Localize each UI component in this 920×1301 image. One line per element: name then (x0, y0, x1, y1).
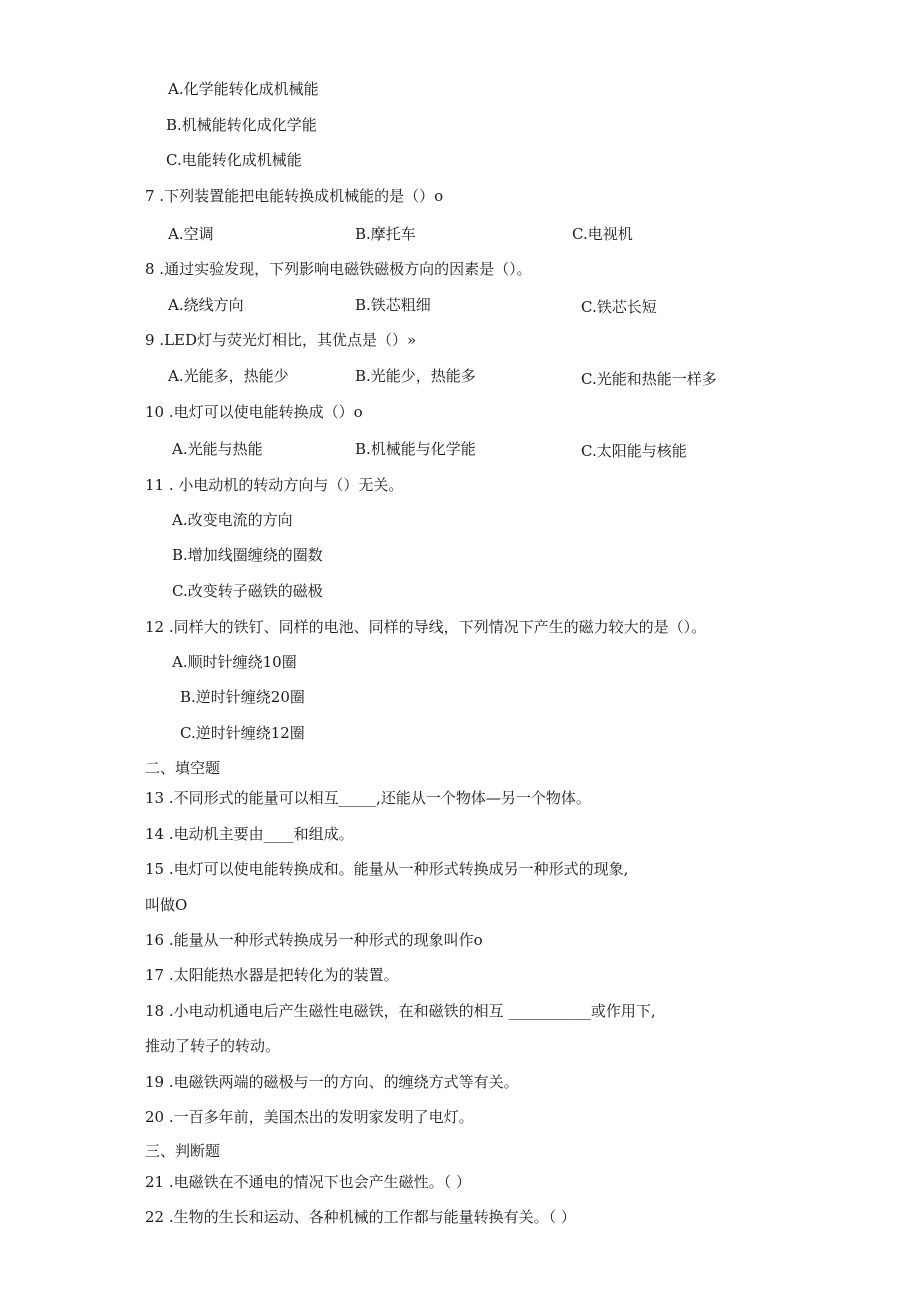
question-20: 20 .一百多年前，美国杰出的发明家发明了电灯。 (145, 1108, 474, 1126)
question-10: 10 .电灯可以使电能转换成（）o (145, 403, 363, 421)
question-19: 19 .电磁铁两端的磁极与一的方向、的缠绕方式等有关。 (145, 1073, 519, 1091)
section-heading-judgement: 三、判断题 (145, 1142, 221, 1160)
option-line: C.太阳能与核能 (581, 442, 687, 460)
option-line: B.铁芯粗细 (355, 296, 431, 314)
option-line: A.化学能转化成机械能 (168, 80, 319, 98)
option-line: A.绕线方向 (168, 296, 244, 314)
question-15-cont: 叫做O (145, 896, 188, 914)
option-line: B.机械能与化学能 (355, 440, 476, 458)
section-heading-fill-in: 二、填空题 (145, 759, 221, 777)
option-line: A.改变电流的方向 (172, 511, 293, 529)
option-line: B.增加线圈缠绕的圈数 (172, 546, 323, 564)
option-line: A.光能多，热能少 (168, 367, 289, 385)
question-22: 22 .生物的生长和运动、各种机械的工作都与能量转换有关。（ ） (145, 1208, 576, 1226)
option-line: B.逆时针缠绕20圈 (180, 688, 305, 706)
option-line: A.顺时针缠绕10圈 (172, 653, 297, 671)
question-17: 17 .太阳能热水器是把转化为的装置。 (145, 966, 399, 984)
option-line: A.光能与热能 (172, 440, 263, 458)
option-line: B.机械能转化成化学能 (166, 116, 317, 134)
question-21: 21 .电磁铁在不通电的情况下也会产生磁性。（ ） (145, 1173, 471, 1191)
option-line: C.铁芯长短 (581, 298, 657, 316)
question-15: 15 .电灯可以使电能转换成和。能量从一种形式转换成另一种形式的现象, (145, 860, 629, 878)
option-line: C.电能转化成机械能 (166, 151, 302, 169)
option-line: C.改变转子磁铁的磁极 (172, 582, 323, 600)
question-18: 18 .小电动机通电后产生磁性电磁铁，在和磁铁的相互 ___________或作用下, (145, 1002, 656, 1020)
question-12: 12 .同样大的铁钉、同样的电池、同样的导线，下列情况下产生的磁力较大的是（）。 (145, 618, 707, 636)
option-line: C.电视机 (572, 225, 633, 243)
question-7: 7 .下列装置能把电能转换成机械能的是（）o (145, 187, 444, 205)
question-18-cont: 推动了转子的转动。 (145, 1037, 281, 1055)
question-9: 9 .LED灯与荧光灯相比，其优点是（）» (145, 331, 417, 349)
option-line: B.摩托车 (355, 225, 416, 243)
question-16: 16 .能量从一种形式转换成另一种形式的现象叫作o (145, 931, 483, 949)
question-8: 8 .通过实验发现，下列影响电磁铁磁极方向的因素是（）。 (145, 260, 532, 278)
option-line: C.光能和热能一样多 (581, 370, 717, 388)
option-line: B.光能少，热能多 (355, 367, 476, 385)
question-14: 14 .电动机主要由____和组成。 (145, 825, 354, 843)
question-13: 13 .不同形式的能量可以相互_____,还能从一个物体—另一个物体。 (145, 789, 591, 807)
option-line: C.逆时针缠绕12圈 (180, 724, 305, 742)
option-line: A.空调 (168, 225, 214, 243)
question-11: 11 . 小电动机的转动方向与（）无关。 (145, 476, 404, 494)
